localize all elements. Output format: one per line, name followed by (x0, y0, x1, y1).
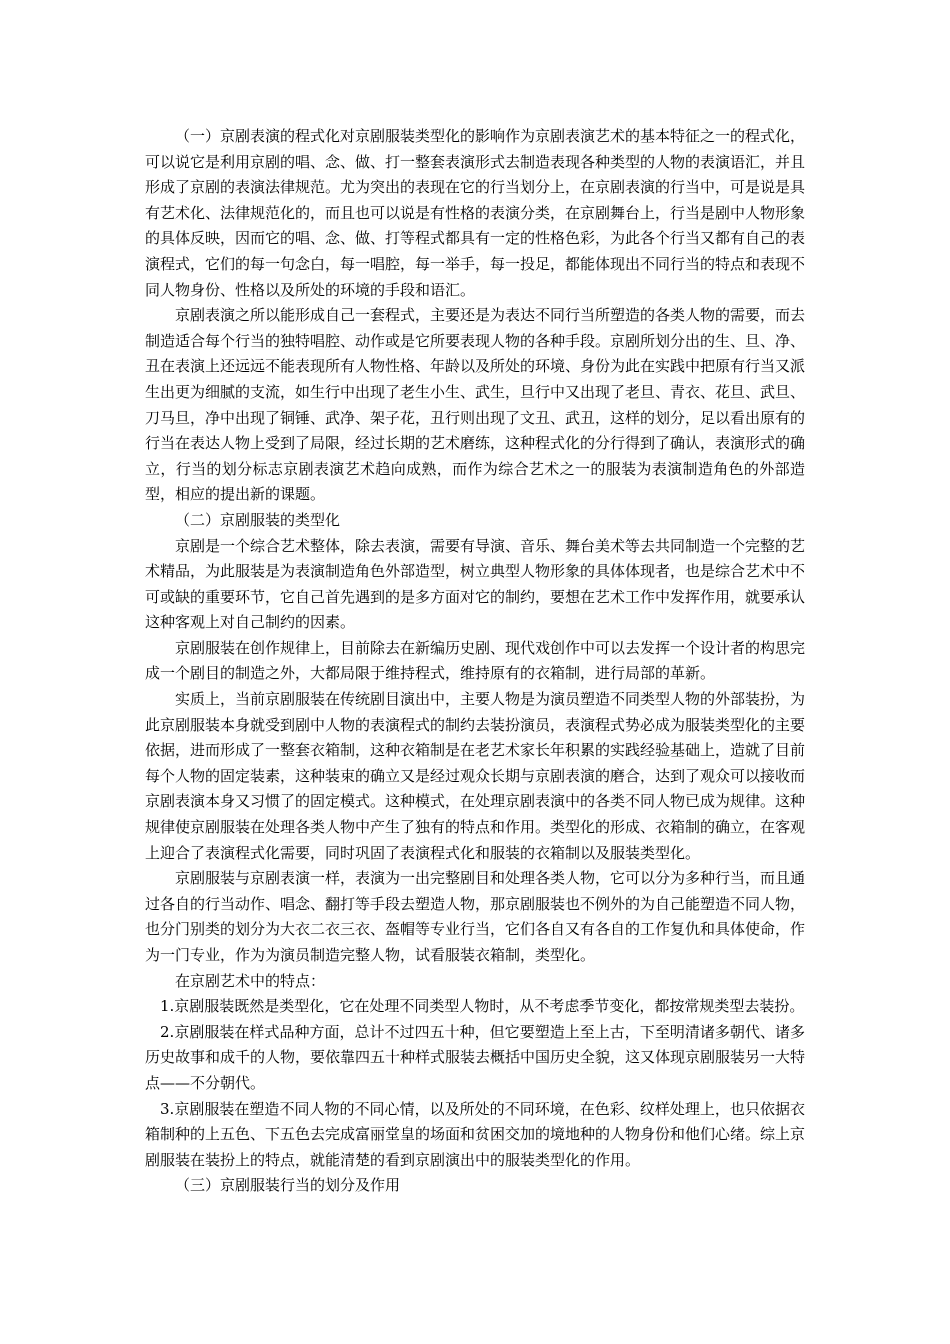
list-item-1: 1.京剧服装既然是类型化，它在处理不同类型人物时，从不考虑季节变化，都按常规类型去装扮。 (160, 997, 805, 1016)
paragraph-3: 京剧是一个综合艺术整体，除去表演，需要有导演、音乐、舞台美术等去共同制造一个完整的艺术精品，为此服装是为表演制造角色外部造型，树立典型人物形象的具体体现者，也是综合艺术中不可或缺的重要环节，它自己首先遇到的是多方面对它的制约，要想在艺术工作中发挥作用，就要承认这种客观上对自己制约的因素。 (145, 536, 806, 632)
list-item-3: 3.京剧服装在塑造不同人物的不同心情，以及所处的不同环境，在色彩、纹样处理上，也只依据衣箱制种的上五色、下五色去完成富丽堂皇的场面和贫困交加的境地种的人物身份和他们心绪。综上京剧服装在装扮上的特点，就能清楚的看到京剧演出中的服装类型化的作用。 (145, 1099, 806, 1169)
section-heading-3: （三）京剧服装行当的划分及作用 (175, 1176, 401, 1195)
section-heading-2: （二）京剧服装的类型化 (175, 510, 341, 529)
paragraph-7: 在京剧艺术中的特点： (175, 971, 326, 990)
paragraph-5: 实质上，当前京剧服装在传统剧目演出中，主要人物是为演员塑造不同类型人物的外部装扮，为此京剧服装本身就受到剧中人物的表演程式的制约去装扮演员，表演程式势必成为服装类型化的主要依据，进而形成了一整套衣箱制，这种衣箱制是在老艺术家长年积累的实践经验基础上，造就了目前每个人物的固定装素，这种装束的确立又是经过观众长期与京剧表演的磨合，达到了观众可以接收而京剧表演本身又习惯了的固定模式。这种模式，在处理京剧表演中的各类不同人物已成为规律。这种规律使京剧服装在处理各类人物中产生了独有的特点和作用。类型化的形成、衣箱制的确立，在客观上迎合了表演程式化需要，同时巩固了表演程式化和服装的衣箱制以及服装类型化。 (145, 690, 806, 862)
document-body (145, 124, 805, 1199)
paragraph-2: 京剧表演之所以能形成自己一套程式，主要还是为表达不同行当所塑造的各类人物的需要，而去制造适合每个行当的独特唱腔、动作或是它所要表现人物的各种手段。京剧所划分出的生、旦、净、丑在表演上还远远不能表现所有人物性格、年龄以及所处的环境、身份为此在实践中把原有行当又派生出更为细腻的支流，如生行中出现了老生小生、武生，旦行中又出现了老旦、青衣、花旦、武旦、刀马旦，净中出现了铜锤、武净、架子花，丑行则出现了文丑、武丑，这样的划分，足以看出原有的行当在表达人物上受到了局限，经过长期的艺术磨练，这种程式化的分行得到了确认，表演形式的确立，行当的划分标志京剧表演艺术趋向成熟，而作为综合艺术之一的服装为表演制造角色的外部造型，相应的提出新的课题。 (145, 306, 806, 504)
paragraph-1: （一）京剧表演的程式化对京剧服装类型化的影响作为京剧表演艺术的基本特征之一的程式化，可以说它是利用京剧的唱、念、做、打一整套表演形式去制造表现各种类型的人物的表演语汇，并且形成了京剧的表演法律规范。尤为突出的表现在它的行当划分上，在京剧表演的行当中，可是说是具有艺术化、法律规范化的，而且也可以说是有性格的表演分类，在京剧舞台上，行当是剧中人物形象的具体反映，因而它的唱、念、做、打等程式都具有一定的性格色彩，为此各个行当又都有自己的表演程式，它们的每一句念白，每一唱腔，每一举手，每一投足，都能体现出不同行当的特点和表现不同人物身份、性格以及所处的环境的手段和语汇。 (145, 127, 806, 299)
paragraph-4: 京剧服装在创作规律上，目前除去在新编历史剧、现代戏创作中可以去发挥一个设计者的构思完成一个剧目的制造之外，大都局限于维持程式，维持原有的衣箱制，进行局部的革新。 (145, 638, 806, 683)
list-item-2: 2.京剧服装在样式品种方面，总计不过四五十种，但它要塑造上至上古，下至明清诸多朝代、诸多历史故事和成千的人物，要依靠四五十种样式服装去概括中国历史全貌，这又体现京剧服装另一大特点——不分朝代。 (145, 1022, 806, 1092)
paragraph-6: 京剧服装与京剧表演一样，表演为一出完整剧目和处理各类人物，它可以分为多种行当，而且通过各自的行当动作、唱念、翻打等手段去塑造人物，那京剧服装也不例外的为自己能塑造不同人物，也分门别类的划分为大衣二衣三衣、盔帽等专业行当，它们各自又有各自的工作复仇和具体使命，作为一门专业，作为为演员制造完整人物，试看服装衣箱制，类型化。 (145, 869, 806, 964)
